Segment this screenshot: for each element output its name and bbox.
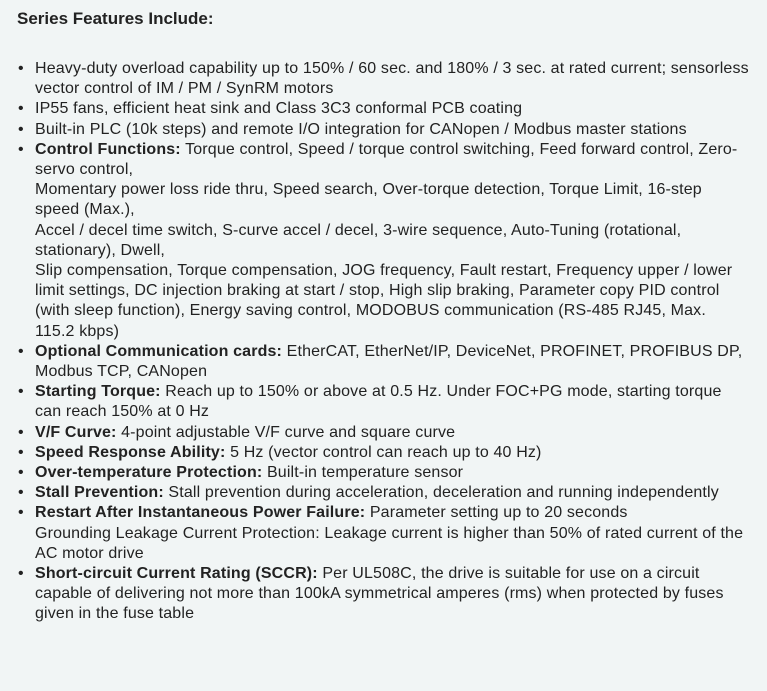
- feature-line: [35, 342, 749, 382]
- feature-text: Momentary power loss ride thru, Speed search, Over-torque detection, Torque Limit, 16-step speed (Max.),: [35, 181, 702, 219]
- feature-item: [17, 382, 749, 422]
- feature-item: [17, 120, 749, 140]
- feature-item: [17, 564, 749, 625]
- feature-line: [35, 382, 749, 422]
- feature-item: [17, 483, 749, 503]
- bullet-icon: •: [18, 140, 24, 158]
- feature-line: [35, 261, 749, 342]
- feature-item: [17, 503, 749, 564]
- feature-text: IP55 fans, efficient heat sink and Class 3C3 conformal PCB coating: [35, 100, 523, 118]
- feature-label: Over-temperature Protection:: [35, 464, 263, 482]
- feature-item: [17, 99, 749, 119]
- feature-label: V/F Curve:: [35, 423, 117, 441]
- feature-text: Built-in temperature sensor: [266, 464, 464, 482]
- feature-item: [17, 463, 749, 483]
- feature-text: Heavy-duty overload capability up to 150% / 60 sec. and 180% / 3 sec. at rated current; sensorless vector control of IM / PM / SynRM motors: [35, 60, 749, 98]
- bullet-icon: •: [18, 423, 24, 441]
- feature-text: Stall prevention during acceleration, deceleration and running independently: [168, 484, 719, 502]
- feature-line: [35, 99, 749, 119]
- feature-line: [35, 120, 749, 140]
- feature-label: Restart After Instantaneous Power Failure:: [35, 504, 366, 522]
- feature-line: [35, 423, 749, 443]
- feature-label: Stall Prevention:: [35, 484, 164, 502]
- feature-text: Grounding Leakage Current Protection: Leakage current is higher than 50% of rated current of the AC motor drive: [35, 524, 744, 562]
- feature-item: [17, 443, 749, 463]
- bullet-icon: •: [18, 60, 24, 77]
- feature-item: [17, 140, 749, 342]
- feature-label: Speed Response Ability:: [35, 443, 226, 461]
- bullet-icon: •: [18, 383, 24, 401]
- feature-label: Optional Communication cards:: [35, 342, 283, 360]
- feature-text: Torque control, Speed / torque control switching, Feed forward control, Zero-servo control,: [35, 140, 738, 179]
- feature-line: [35, 140, 749, 180]
- feature-text: Accel / decel time switch, S-curve accel / decel, 3-wire sequence, Auto-Tuning (rotational, stationary), Dwell,: [35, 221, 682, 259]
- bullet-icon: •: [18, 565, 24, 583]
- bullet-icon: •: [18, 100, 24, 118]
- feature-text: Built-in PLC (10k steps) and remote I/O integration for CANopen / Modbus master stations: [35, 120, 687, 138]
- bullet-icon: •: [18, 443, 24, 461]
- feature-line: [35, 524, 749, 564]
- bullet-icon: •: [18, 464, 24, 482]
- bullet-icon: •: [18, 504, 24, 522]
- feature-item: [17, 342, 749, 382]
- feature-item: [17, 423, 749, 443]
- feature-label: Short-circuit Current Rating (SCCR):: [35, 565, 318, 583]
- feature-text: Reach up to 150% or above at 0.5 Hz. Under FOC+PG mode, starting torque can reach 150% at 0 Hz: [35, 383, 722, 421]
- feature-item: [17, 59, 749, 99]
- feature-line: [35, 59, 749, 99]
- feature-text: EtherCAT, EtherNet/IP, DeviceNet, PROFINET, PROFIBUS DP, Modbus TCP, CANopen: [35, 342, 743, 381]
- feature-label: Control Functions:: [35, 140, 181, 158]
- feature-label: Starting Torque:: [35, 383, 161, 401]
- feature-line: [35, 221, 749, 261]
- bullet-icon: •: [18, 342, 24, 360]
- feature-line: [35, 564, 749, 625]
- feature-text: 4-point adjustable V/F curve and square curve: [121, 423, 456, 441]
- feature-text: Per UL508C, the drive is suitable for use on a circuit capable of delivering not more than 100kA symmetrical amperes (rms) when protected by fuses given in the fuse table: [35, 565, 724, 623]
- feature-list: [17, 59, 749, 625]
- feature-line: [35, 463, 749, 483]
- feature-text: 5 Hz (vector control can reach up to 40 Hz): [230, 443, 542, 461]
- feature-line: [35, 483, 749, 503]
- section-heading: Series Features Include:: [17, 9, 214, 28]
- feature-line: [35, 180, 749, 220]
- bullet-icon: •: [18, 484, 24, 502]
- feature-line: [35, 443, 749, 463]
- feature-line: [35, 503, 749, 523]
- feature-text: Parameter setting up to 20 seconds: [369, 504, 628, 522]
- bullet-icon: •: [18, 120, 24, 138]
- feature-text: Slip compensation, Torque compensation, JOG frequency, Fault restart, Frequency upper / lower limit settings, DC injection braking at start / stop, High slip braking, Parameter copy PID control (with sleep function), Energy saving control, MODOBUS communication (RS-485 RJ45, Max. 115.2 kbps): [35, 262, 733, 340]
